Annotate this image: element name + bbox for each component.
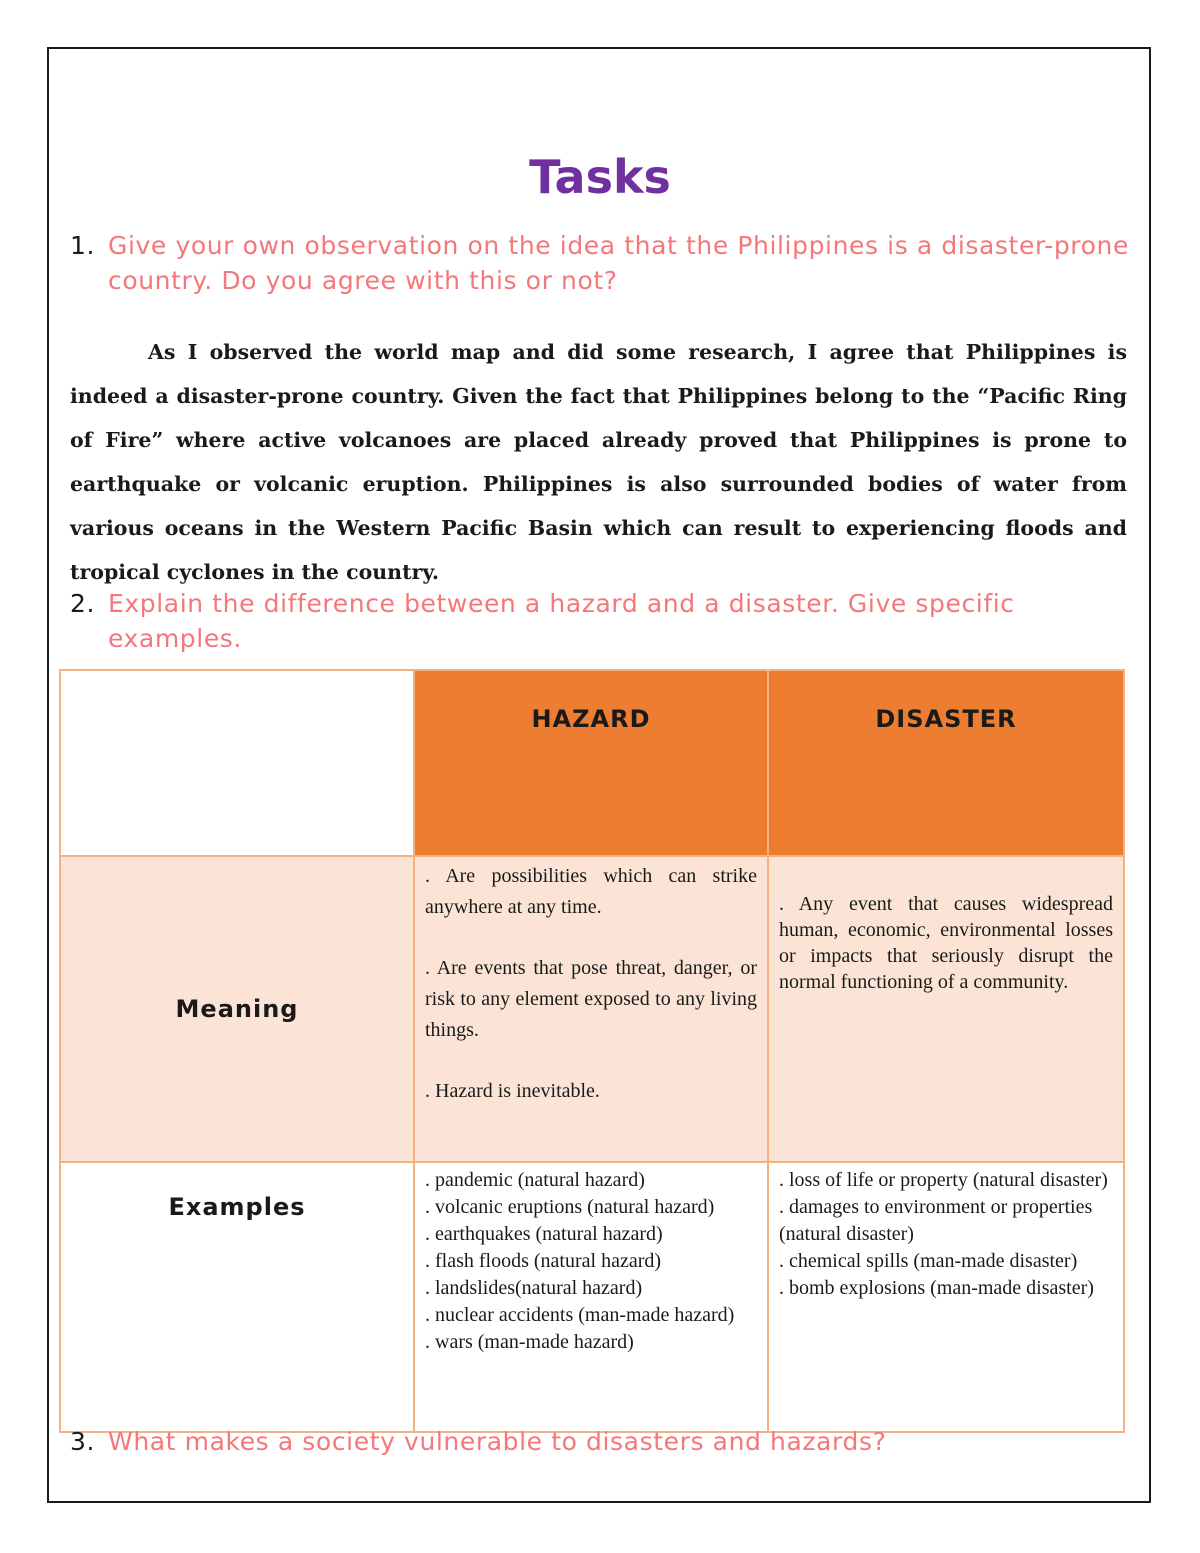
list-item: . nuclear accidents (man-made hazard) — [425, 1304, 735, 1326]
question-3 — [70, 1424, 1130, 1459]
header-disaster — [768, 670, 1124, 856]
question-number: 2. — [70, 589, 96, 618]
examples-disaster-list — [779, 1167, 1113, 1302]
list-item: . wars (man-made hazard) — [425, 1331, 634, 1353]
meaning-disaster-cell — [768, 856, 1124, 1162]
header-hazard — [414, 670, 768, 856]
meaning-hazard-cell — [414, 856, 768, 1162]
list-item: . landslides(natural hazard) — [425, 1277, 643, 1299]
list-item: . flash floods (natural hazard) — [425, 1250, 662, 1272]
row-label-examples: Examples — [60, 1162, 414, 1432]
meaning-hazard-item: . Are events that pose threat, danger, or risk to any element exposed to any living things. — [425, 957, 757, 1041]
list-item: . earthquakes (natural hazard) — [425, 1223, 663, 1245]
list-item: . loss of life or property (natural disaster) — [779, 1169, 1108, 1191]
question-number: 1. — [70, 231, 96, 260]
question-text: What makes a society vulnerable to disasters and hazards? — [108, 1427, 887, 1456]
list-item: . damages to environment or properties (natural disaster) — [779, 1196, 1093, 1245]
answer-paragraph: As I observed the world map and did some research, I agree that Philippines is indeed a disaster-prone country. Given the fact that Philippines belong to the “Pacific Ring of Fire” where active volcanoes are placed already proved that Philippines is prone to earthquake or volcanic eruption. Philippines is also surrounded bodies of water from various oceans in the Western Pacific Basin which can result to experiencing floods and tropical cyclones in the country. — [70, 340, 1127, 584]
table-row-meaning — [60, 856, 1124, 1162]
meaning-hazard-item: . Are possibilities which can strike anywhere at any time. — [425, 865, 757, 918]
list-item: . chemical spills (man-made disaster) — [779, 1250, 1078, 1272]
header-disaster-label: DISASTER — [875, 705, 1017, 733]
question-number: 3. — [70, 1427, 96, 1456]
table-row-examples — [60, 1162, 1124, 1432]
table-header-row — [60, 670, 1124, 856]
meaning-hazard-item: . Hazard is inevitable. — [425, 1080, 600, 1102]
question-text: Give your own observation on the idea that the Philippines is a disaster-prone country. Do you agree with this or not? — [108, 231, 1129, 295]
question-1 — [70, 228, 1130, 298]
meaning-disaster-text: . Any event that causes widespread human, economic, environmental losses or impacts that seriously disrupt the normal functioning of a community. — [779, 893, 1113, 993]
examples-hazard-list — [425, 1167, 757, 1356]
row-label-meaning: Meaning — [60, 856, 414, 1162]
examples-disaster-cell — [768, 1162, 1124, 1432]
list-item: . pandemic (natural hazard) — [425, 1169, 645, 1191]
question-2 — [70, 586, 1130, 656]
hazard-disaster-table — [59, 669, 1125, 1433]
header-hazard-label: HAZARD — [531, 705, 651, 733]
page-title: Tasks — [529, 150, 671, 204]
list-item: . volcanic eruptions (natural hazard) — [425, 1196, 715, 1218]
examples-hazard-cell — [414, 1162, 768, 1432]
question-text: Explain the difference between a hazard and a disaster. Give specific examples. — [108, 589, 1015, 653]
list-item: . bomb explosions (man-made disaster) — [779, 1277, 1094, 1299]
table-corner-cell — [60, 670, 414, 856]
